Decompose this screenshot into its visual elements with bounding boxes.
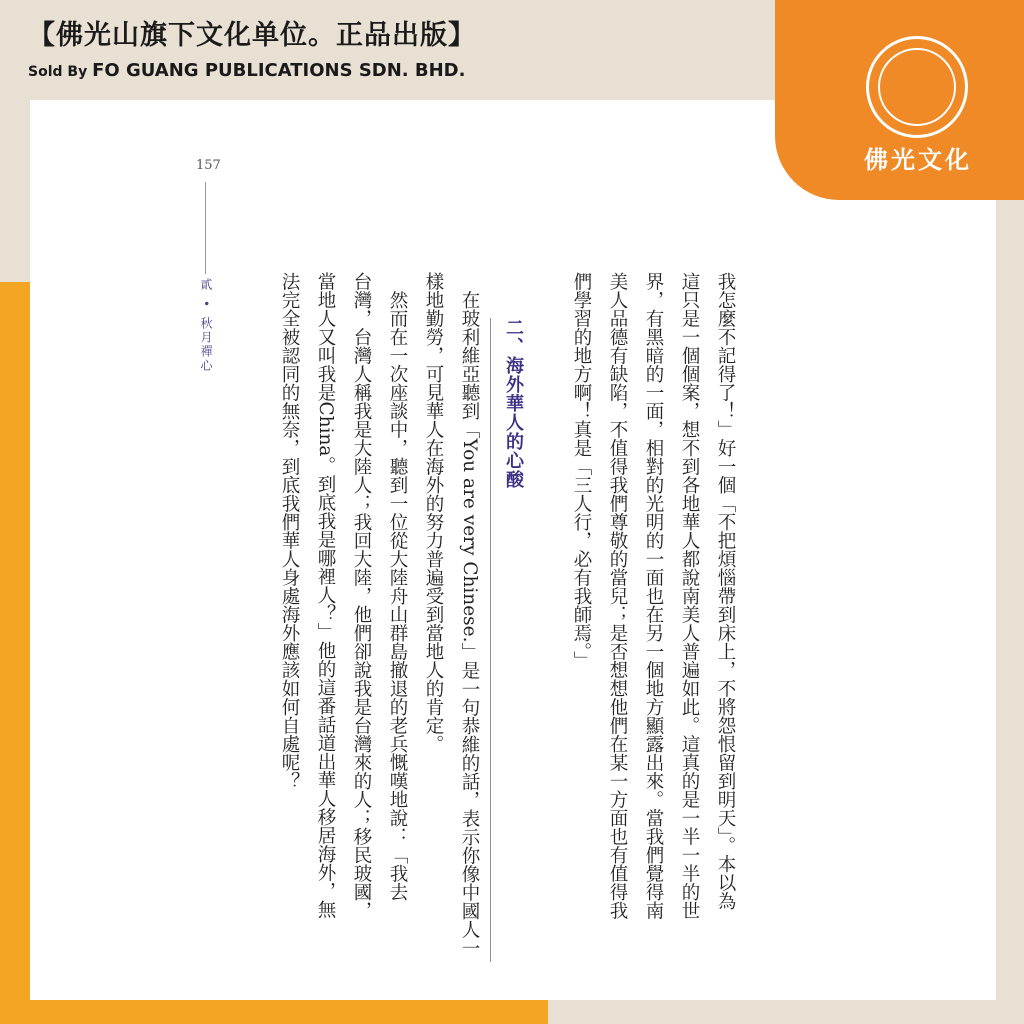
text-column: 在玻利維亞聽到「You are very Chinese.」是一句恭維的話，表示你像中國人一 <box>459 272 480 957</box>
header-title: 【佛光山旗下文化单位。正品出版】 <box>28 20 476 51</box>
text-column: 這只是一個個案，想不到各地華人都說南美人普遍如此。這真的是一半一半的世 <box>679 272 700 920</box>
section-rule <box>490 318 491 962</box>
margin-rule <box>205 182 206 274</box>
text-column: 們學習的地方啊！真是「三人行，必有我師焉。」 <box>571 272 592 670</box>
text-column: 當地人又叫我是China。到底我是哪裡人？」他的這番話道出華人移居海外，無 <box>315 272 336 919</box>
text-column: 界，有黑暗的一面，相對的光明的一面也在另一個地方顯露出來。當我們覺得南 <box>643 272 664 920</box>
text-column: 然而在一次座談中，聽到一位從大陸舟山群島撤退的老兵慨嘆地說：「我去 <box>387 272 408 901</box>
page-number: 157 <box>196 158 221 173</box>
text-column: 法完全被認同的無奈，到底我們華人身處海外應該如何自處呢？ <box>279 272 300 790</box>
sold-by-line <box>28 60 768 81</box>
chapter-separator: • <box>199 299 213 309</box>
logo-text: 佛光文化 <box>864 145 972 174</box>
sold-by-prefix: Sold By <box>28 64 88 80</box>
chapter-marker <box>198 278 215 373</box>
text-column: 台灣，台灣人稱我是大陸人；我回大陸，他們卻說我是台灣來的人；移民玻國， <box>351 272 372 920</box>
chapter-number: 貳 <box>199 278 213 292</box>
text-column: 樣地勤勞，可見華人在海外的努力普遍受到當地人的肯定。 <box>423 272 444 753</box>
text-column: 美人品德有缺陷，不值得我們尊敬的當兒；是否想想他們在某一方面也有值得我 <box>607 272 628 920</box>
orange-bottom-band <box>0 1000 548 1024</box>
sold-by-company: FO GUANG PUBLICATIONS SDN. BHD. <box>92 60 466 81</box>
section-heading: 二、海外華人的心酸 <box>503 318 524 489</box>
chapter-title: 秋月禪心 <box>199 316 213 373</box>
text-column: 我怎麼不記得了！」好一個「不把煩惱帶到床上，不將怨恨留到明天」。本以為 <box>715 272 736 911</box>
publisher-header <box>28 18 768 81</box>
logo-inner-ring-icon <box>878 48 956 126</box>
book-page <box>30 100 996 1000</box>
